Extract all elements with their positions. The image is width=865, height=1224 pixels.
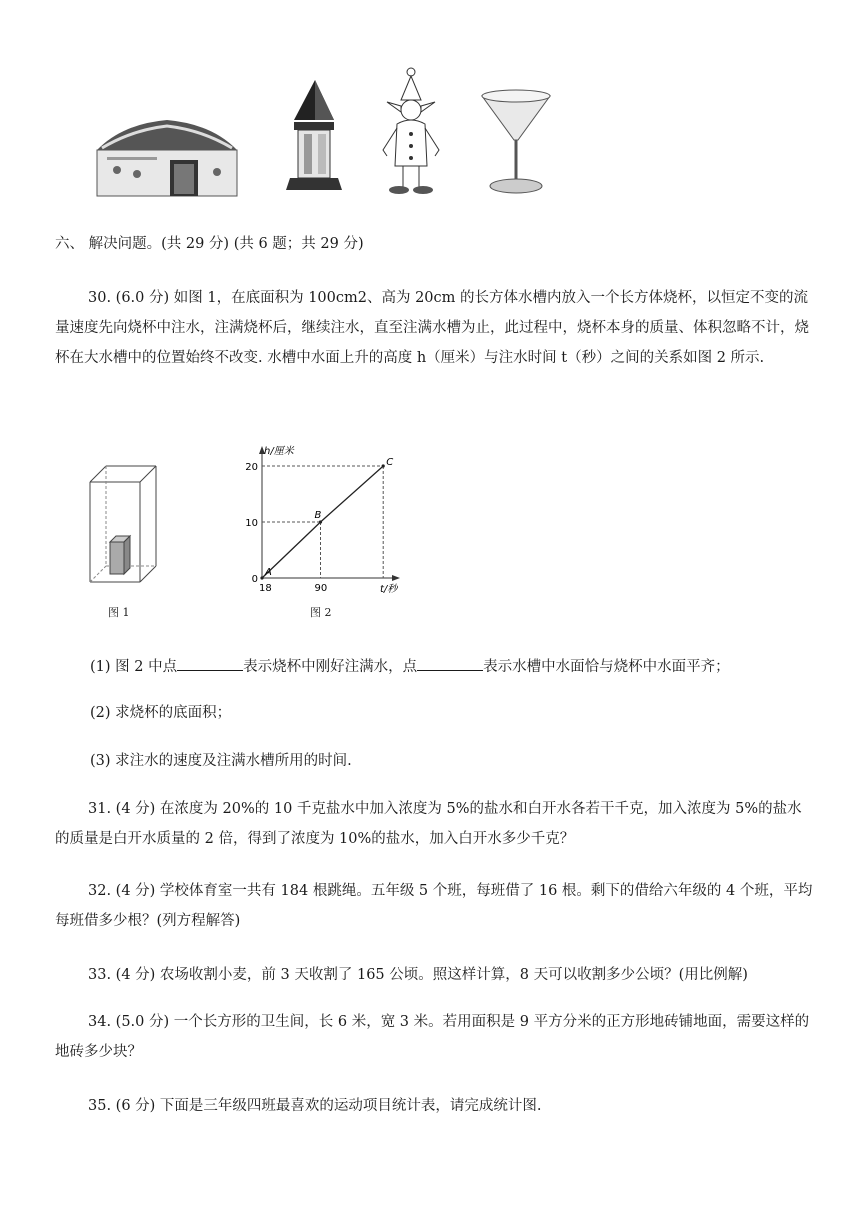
point-c <box>382 464 385 467</box>
y-tick-label-0: 0 <box>251 574 258 585</box>
question-30-sub1 <box>90 656 850 677</box>
sub1-part-c: 表示水槽中水面恰与烧杯中水面平齐； <box>483 659 730 675</box>
sub1-part-b: 表示烧杯中刚好注满水，点 <box>243 659 418 675</box>
figure-2-caption: 图 2 <box>310 606 332 619</box>
question-32-text: 32. (4 分) 学校体育室一共有 184 根跳绳。五年级 5 个班，每班借了 16 根。剩下的借给六年级的 4 个班，平均每班借多少根？(列方程解答) <box>55 883 813 929</box>
question-30-sub3: (3) 求注水的速度及注满水槽所用的时间. <box>90 753 352 769</box>
yurt-image <box>92 112 242 200</box>
section-title: 六、 解决问题。(共 29 分) (共 6 题；共 29 分) <box>55 236 364 252</box>
y-tick-label-20: 20 <box>245 462 258 473</box>
clown-image <box>375 66 447 198</box>
x-axis-arrow <box>392 575 400 581</box>
answer-blank-2[interactable] <box>417 656 483 671</box>
question-35-text: 35. (6 分) 下面是三年级四班最喜欢的运动项目统计表，请完成统计图. <box>88 1098 542 1114</box>
x-axis-label: t/秒 <box>380 584 398 595</box>
series-line <box>262 466 383 578</box>
point-label-c: C <box>386 457 394 468</box>
figure-1-tank <box>84 460 174 620</box>
x-tick-label-90: 90 <box>314 583 328 594</box>
figure-2-chart <box>236 440 406 600</box>
pyramid-prism-image <box>282 78 348 192</box>
y-axis-label: h/厘米 <box>264 446 294 457</box>
question-30-sub2: (2) 求烧杯的底面积； <box>90 705 232 721</box>
question-33-text: 33. (4 分) 农场收割小麦，前 3 天收割了 165 公顷。照这样计算，8 天可以收割多少公顷？(用比例解) <box>88 967 748 983</box>
goblet-image <box>478 88 554 196</box>
x-tick-label-18: 18 <box>259 583 272 594</box>
y-tick-label-10: 10 <box>245 518 258 529</box>
point-label-b: B <box>314 510 322 521</box>
question-31-text: 31. (4 分) 在浓度为 20%的 10 千克盐水中加入浓度为 5%的盐水和白开水各若干千克，加入浓度为 5%的盐水的质量是白开水质量的 2 倍，得到了浓度为 10%的盐水，加入白开水多少千克？ <box>55 801 802 847</box>
sub1-part-a: (1) 图 2 中点 <box>90 659 178 675</box>
question-30-text: 30. (6.0 分) 如图 1，在底面积为 100cm2、高为 20cm 的长方体水槽内放入一个长方体烧杯，以恒定不变的流量速度先向烧杯中注水，注满烧杯后，继续注水，直至注满水槽为止，此过程中，烧杯本身的质量、体积忽略不计，烧杯在大水槽中的位置始终不改变. 水槽中水面上升的高度 h（厘米）与注水时间 t（秒）之间的关系如图 2 所示. <box>55 290 809 366</box>
point-a <box>260 576 263 579</box>
question-34-text: 34. (5.0 分) 一个长方形的卫生间，长 6 米，宽 3 米。若用面积是 9 平方分米的正方形地砖铺地面，需要这样的地砖多少块？ <box>55 1014 810 1060</box>
figure-1-caption: 图 1 <box>108 606 130 619</box>
answer-blank-1[interactable] <box>177 656 243 671</box>
point-label-a: A <box>265 567 272 578</box>
